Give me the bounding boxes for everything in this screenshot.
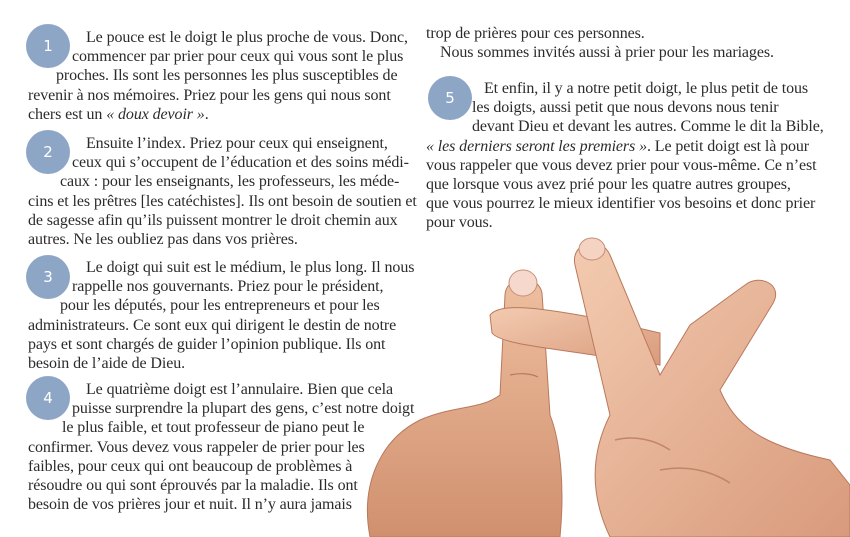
text-line: Nous sommes invités aussi à prier pour les mariages. — [440, 44, 774, 62]
text-line: Le pouce est le doigt le plus proche de vous. Donc, — [86, 29, 408, 46]
section-number-badge: 2 — [26, 130, 70, 174]
section-2-text — [28, 134, 417, 249]
text-line: confirmer. Vous devez vous rappeler de prier pour les — [28, 438, 365, 456]
text-line: autres. Ne les oubliez pas dans vos prières. — [28, 231, 298, 249]
text-line: vous rappeler que vous devez prier pour vous-même. Ce n’est — [426, 156, 817, 174]
text-line: faibles, pour ceux qui ont beaucoup de problèmes à — [28, 457, 353, 475]
text-line: de sagesse afin qu’ils puissent montrer le droit chemin aux — [28, 211, 398, 229]
section-5-text — [426, 79, 826, 233]
text-line: résoudre ou qui sont éprouvés par la maladie. Ils ont — [28, 477, 358, 495]
text-line-part: . — [204, 105, 209, 123]
text-line: que lorsque vous avez prié pour les quatre autres groupes, — [426, 176, 791, 194]
section-number-badge: 5 — [428, 76, 472, 120]
text-line: le plus faible, et tout professeur de piano peut le — [62, 419, 365, 437]
left-fingernail — [509, 270, 537, 296]
text-line: administrateurs. Ce sont eux qui dirigent le destin de notre — [28, 316, 397, 334]
section-number-badge: 3 — [26, 255, 70, 299]
text-line: Ensuite l’index. Priez pour ceux qui enseignent, — [86, 135, 388, 152]
text-line: trop de prières pour ces personnes. — [426, 25, 645, 42]
hands-illustration — [360, 225, 850, 537]
text-line: Le doigt qui suit est le médium, le plus long. Il nous — [86, 259, 415, 276]
italic-quote: « les derniers seront les premiers » — [426, 137, 647, 155]
section-1-text — [28, 28, 408, 124]
text-line: proches. Ils sont les personnes les plus susceptibles de — [56, 67, 398, 85]
text-line: rappelle nos gouvernants. Priez pour le président, — [72, 278, 384, 296]
text-line: commencer par prier pour ceux qui vous sont le plus — [72, 48, 404, 66]
right-fingernail — [579, 238, 605, 260]
section-number-badge: 1 — [26, 24, 70, 68]
section-4-continuation — [426, 24, 826, 62]
text-line: besoin de vos prières jour et nuit. Il n’y aura jamais — [28, 496, 352, 514]
section-4-text — [28, 380, 415, 514]
text-line: revenir à nos mémoires. Priez pour les gens qui nous sont — [28, 86, 391, 104]
text-line: ceux qui s’occupent de l’éducation et des soins médi- — [72, 154, 409, 172]
italic-quote: « doux devoir » — [106, 105, 205, 123]
text-line-part: chers est un — [28, 105, 107, 123]
text-line: puisse surprendre la plupart des gens, c’est notre doigt — [72, 400, 415, 418]
text-line: pays et sont chargés de guider l’opinion publique. Ils ont — [28, 335, 386, 353]
text-line: cins et les prêtres [les catéchistes]. Ils ont besoin de soutien et — [28, 192, 417, 210]
text-line: caux : pour les enseignants, les professeurs, les méde- — [60, 173, 400, 191]
text-line — [28, 105, 408, 124]
text-line: que vous pourrez le mieux identifier vos besoins et donc prier — [426, 195, 816, 213]
text-line: devant Dieu et devant les autres. Comme le dit la Bible, — [472, 118, 824, 136]
text-line: les doigts, aussi petit que nous devons nous tenir — [472, 99, 779, 117]
text-line: Le quatrième doigt est l’annulaire. Bien que cela — [86, 381, 393, 398]
text-line — [426, 137, 826, 156]
right-hand — [574, 243, 850, 537]
text-line: Et enfin, il y a notre petit doigt, le plus petit de tous — [484, 80, 809, 97]
text-line: besoin de l’aide de Dieu. — [28, 355, 186, 373]
text-line-part: . Le petit doigt est là pour — [646, 137, 810, 155]
section-3-text — [28, 258, 415, 373]
text-line: pour vous. — [426, 214, 493, 232]
section-number-badge: 4 — [26, 376, 70, 420]
text-line: pour les députés, pour les entrepreneurs et pour les — [60, 297, 380, 315]
